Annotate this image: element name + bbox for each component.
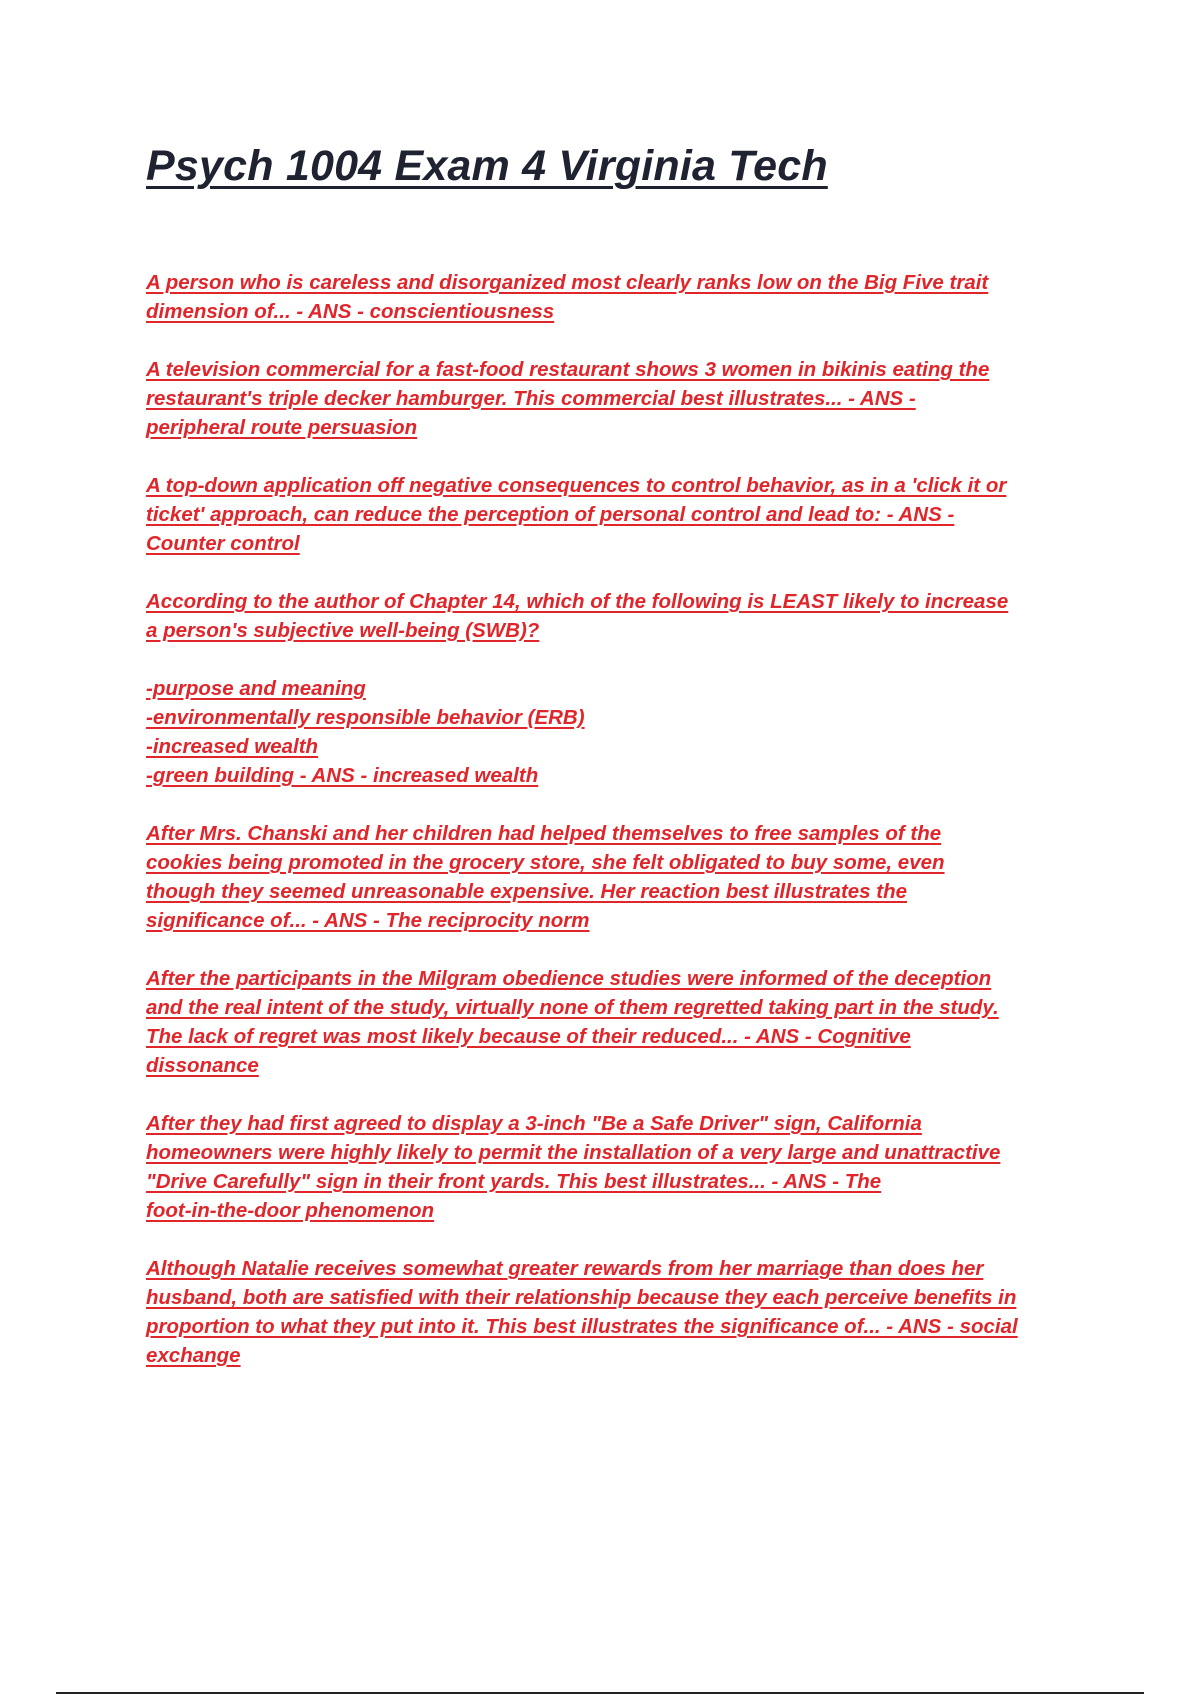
qa-line: restaurant's triple decker hamburger. This commercial best illustrates... - ANS - [146, 387, 916, 410]
qa-line: After they had first agreed to display a 3-inch "Be a Safe Driver" sign, California [146, 1112, 922, 1135]
qa-option: -green building - ANS - increased wealth [146, 764, 539, 787]
qa-option: -environmentally responsible behavior (ERB) [146, 706, 585, 729]
qa-line: dimension of... - ANS - conscientiousness [146, 300, 555, 323]
qa-line: proportion to what they put into it. This best illustrates the significance of... - ANS - social [146, 1315, 1018, 1338]
qa-line: ticket' approach, can reduce the perception of personal control and lead to: - ANS - [146, 503, 955, 526]
qa-line: "Drive Carefully" sign in their front yards. This best illustrates... - ANS - The [146, 1170, 882, 1193]
qa-line: After the participants in the Milgram obedience studies were informed of the deception [146, 967, 992, 990]
qa-option: -increased wealth [146, 735, 319, 758]
qa-item-6 [146, 819, 1096, 935]
qa-line: foot-in-the-door phenomenon [146, 1199, 435, 1222]
qa-item-4 [146, 587, 1096, 645]
qa-line: Although Natalie receives somewhat greater rewards from her marriage than does her [146, 1257, 984, 1280]
qa-line: cookies being promoted in the grocery store, she felt obligated to buy some, even [146, 851, 945, 874]
qa-line: homeowners were highly likely to permit the installation of a very large and unattractive [146, 1141, 1001, 1164]
qa-line: significance of... - ANS - The reciprocity norm [146, 909, 590, 932]
qa-line: husband, both are satisfied with their relationship because they each perceive benefits in [146, 1286, 1017, 1309]
qa-line: and the real intent of the study, virtually none of them regretted taking part in the study. [146, 996, 999, 1019]
qa-line: The lack of regret was most likely because of their reduced... - ANS - Cognitive [146, 1025, 911, 1048]
qa-line: Counter control [146, 532, 300, 555]
qa-line: After Mrs. Chanski and her children had helped themselves to free samples of the [146, 822, 942, 845]
qa-item-8 [146, 1109, 1096, 1225]
footer-divider [56, 1692, 1144, 1694]
qa-item-9 [146, 1254, 1096, 1370]
qa-option: -purpose and meaning [146, 677, 366, 700]
qa-line: exchange [146, 1344, 241, 1367]
page-title: Psych 1004 Exam 4 Virginia Tech [146, 142, 828, 190]
qa-line: dissonance [146, 1054, 259, 1077]
qa-item-7 [146, 964, 1096, 1080]
qa-line: A television commercial for a fast-food restaurant shows 3 women in bikinis eating the [146, 358, 990, 381]
qa-item-1 [146, 268, 1096, 326]
qa-line: A person who is careless and disorganized most clearly ranks low on the Big Five trait [146, 271, 989, 294]
qa-line: a person's subjective well-being (SWB)? [146, 619, 540, 642]
qa-list [146, 268, 1096, 1399]
qa-item-5-options [146, 674, 1096, 790]
qa-line: peripheral route persuasion [146, 416, 418, 439]
qa-line: though they seemed unreasonable expensive. Her reaction best illustrates the [146, 880, 908, 903]
qa-line: According to the author of Chapter 14, which of the following is LEAST likely to increase [146, 590, 1009, 613]
qa-item-3 [146, 471, 1096, 558]
qa-line: A top-down application off negative consequences to control behavior, as in a 'click it or [146, 474, 1007, 497]
qa-item-2 [146, 355, 1096, 442]
